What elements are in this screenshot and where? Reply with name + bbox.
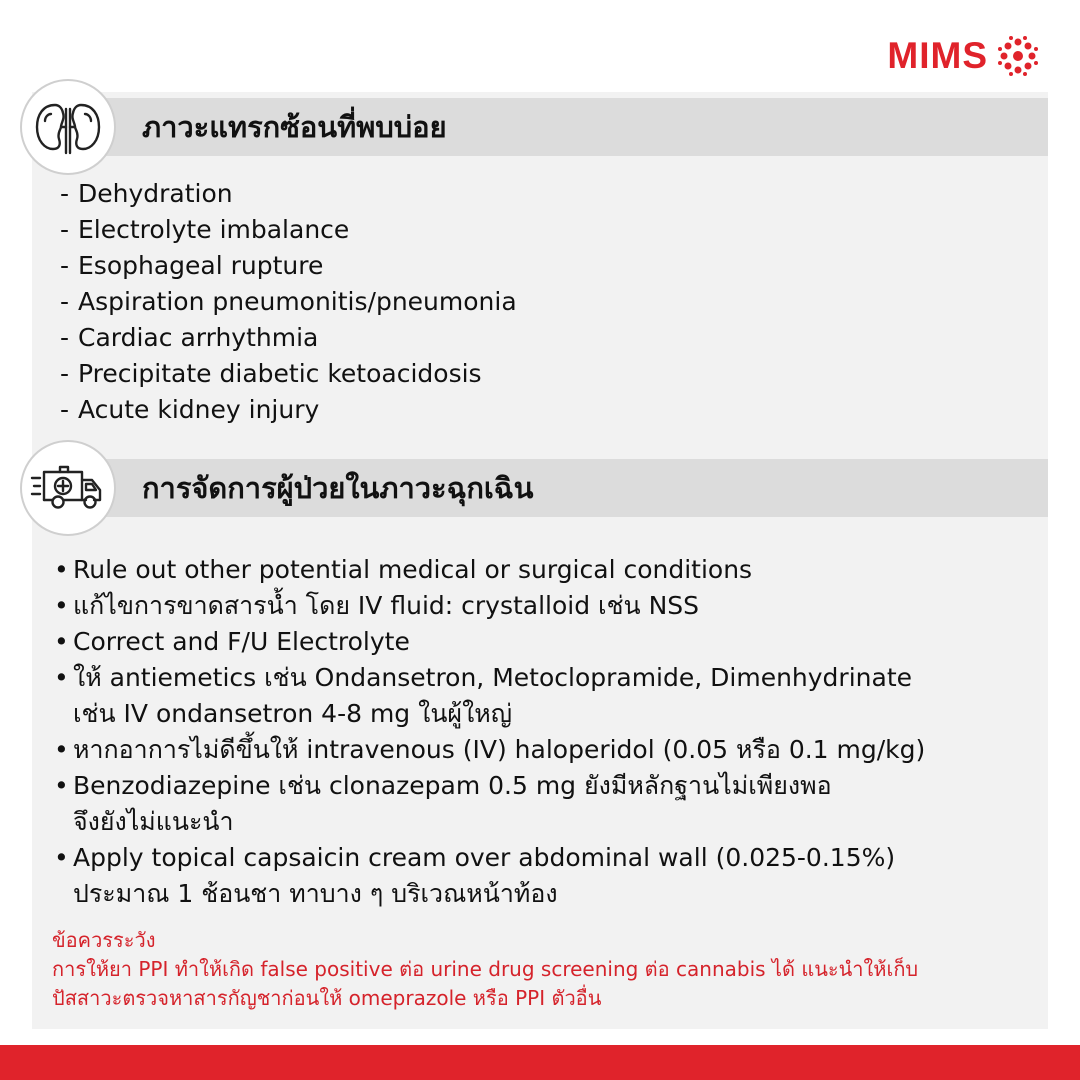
list-item: - Aspiration pneumonitis/pneumonia xyxy=(60,287,517,316)
complications-list xyxy=(60,176,517,428)
icon-badge-complications xyxy=(20,79,116,175)
list-item: - Dehydration xyxy=(60,179,233,208)
list-item: • Correct and F/U Electrolyte xyxy=(54,627,410,656)
section-title-emergency: การจัดการผู้ป่วยในภาวะฉุกเฉิน xyxy=(142,471,534,505)
mims-logo-icon xyxy=(996,34,1040,78)
emergency-management-list xyxy=(54,552,1044,912)
section-header-complications xyxy=(88,98,1048,156)
icon-badge-emergency xyxy=(20,440,116,536)
list-item: - Electrolyte imbalance xyxy=(60,215,350,244)
list-item: - Precipitate diabetic ketoacidosis xyxy=(60,359,482,388)
section-header-emergency xyxy=(88,459,1048,517)
caution-line: ปัสสาวะตรวจหาสารกัญชาก่อนให้ omeprazole หรือ PPI ตัวอื่น xyxy=(52,986,602,1010)
footer-bar xyxy=(0,1045,1080,1080)
brand-logo-group xyxy=(887,32,1040,80)
list-item: - Esophageal rupture xyxy=(60,251,324,280)
list-item: • หากอาการไม่ดีขึ้นให้ intravenous (IV) haloperidol (0.05 หรือ 0.1 mg/kg) xyxy=(54,735,926,764)
list-item: - Cardiac arrhythmia xyxy=(60,323,319,352)
list-item: • แก้ไขการขาดสารน้ำ โดย IV fluid: crystalloid เช่น NSS xyxy=(54,591,700,620)
list-item: • Benzodiazepine เช่น clonazepam 0.5 mg ยังมีหลักฐานไม่เพียงพอ จึงยังไม่แนะนำ xyxy=(54,771,832,836)
brand-name: MIMS xyxy=(887,35,988,76)
list-item: • Rule out other potential medical or surgical conditions xyxy=(54,555,753,584)
ambulance-icon xyxy=(30,460,106,516)
section-title-complications: ภาวะแทรกซ้อนที่พบบ่อย xyxy=(142,110,447,144)
list-item: • ให้ antiemetics เช่น Ondansetron, Metoclopramide, Dimenhydrinate เช่น IV ondansetron 4-8 mg ในผู้ใหญ่ xyxy=(54,663,913,728)
caution-note xyxy=(52,926,1042,1013)
caution-line: การให้ยา PPI ทำให้เกิด false positive ต่อ urine drug screening ต่อ cannabis ได้ แนะนำให้เก็บ xyxy=(52,957,919,981)
caution-title: ข้อควรระวัง xyxy=(52,928,156,952)
kidney-icon xyxy=(33,97,103,157)
list-item: • Apply topical capsaicin cream over abdominal wall (0.025-0.15%) ประมาณ 1 ช้อนชา ทาบาง ๆ บริเวณหน้าท้อง xyxy=(54,843,896,908)
list-item: - Acute kidney injury xyxy=(60,395,320,424)
